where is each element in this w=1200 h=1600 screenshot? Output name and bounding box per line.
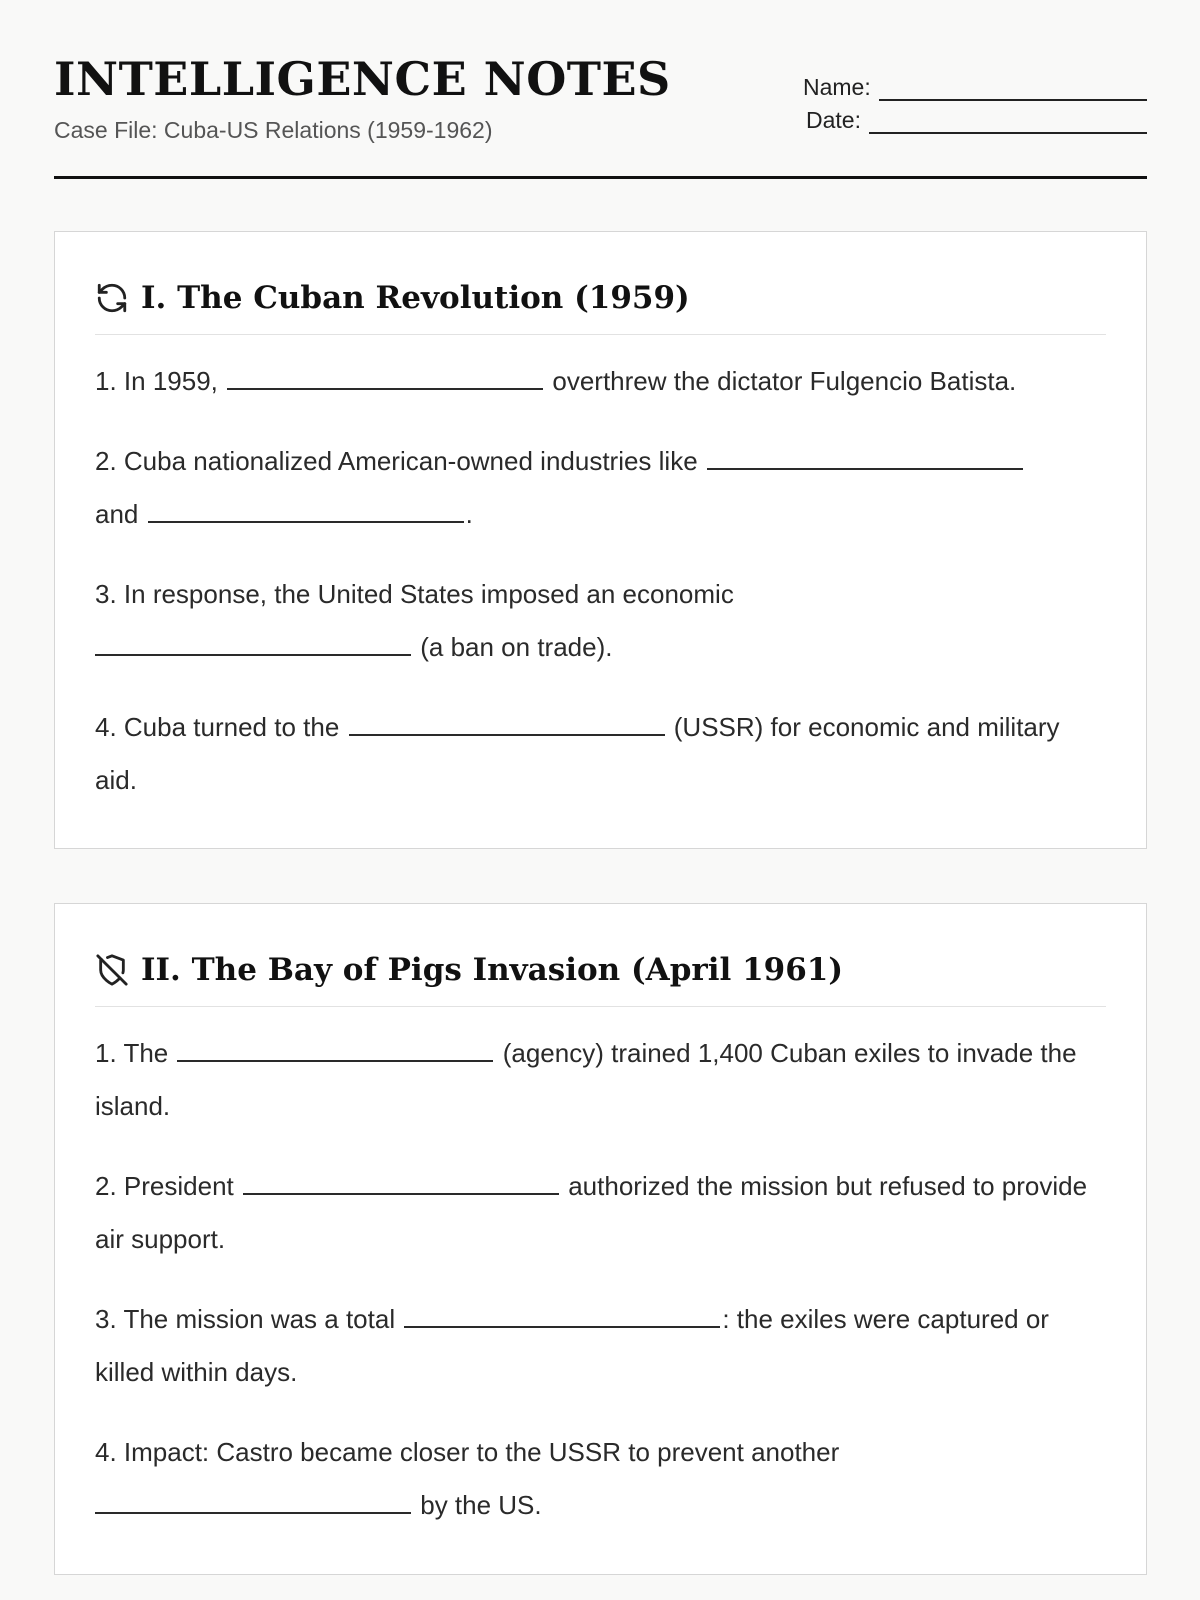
question-text: 3. In response, the United States imposed an economic <box>95 579 734 609</box>
name-label: Name: <box>803 74 871 100</box>
question-item <box>95 1426 1106 1532</box>
question-item <box>95 1027 1106 1133</box>
answer-blank[interactable] <box>227 358 543 390</box>
page-title: INTELLIGENCE NOTES <box>54 52 671 106</box>
question-text: . <box>465 499 473 529</box>
section-title: I. The Cuban Revolution (1959) <box>141 280 690 316</box>
section-title: II. The Bay of Pigs Invasion (April 1961) <box>141 952 844 988</box>
section-cuban-revolution <box>54 231 1147 849</box>
question-text: 2. President <box>95 1171 234 1201</box>
question-text: 3. The mission was a total <box>95 1304 396 1334</box>
answer-blank[interactable] <box>177 1030 493 1062</box>
answer-blank[interactable] <box>243 1163 559 1195</box>
question-item <box>95 435 1106 541</box>
refresh-icon <box>95 281 129 315</box>
question-text: and <box>95 499 139 529</box>
section-header <box>95 272 1106 335</box>
question-text: by the US. <box>420 1490 542 1520</box>
question-item <box>95 355 1106 408</box>
answer-blank[interactable] <box>148 491 464 523</box>
question-text: 1. The <box>95 1038 169 1068</box>
date-blank[interactable] <box>869 108 1147 134</box>
question-list <box>95 1027 1106 1532</box>
shield-off-icon <box>95 953 129 987</box>
worksheet-page <box>54 0 1147 1520</box>
question-text: overthrew the dictator Fulgencio Batista. <box>552 366 1017 396</box>
answer-blank[interactable] <box>95 624 411 656</box>
name-row <box>787 68 1147 101</box>
question-item <box>95 1293 1106 1399</box>
question-item <box>95 568 1106 674</box>
question-item <box>95 1160 1106 1266</box>
section-bay-of-pigs <box>54 903 1147 1575</box>
question-list <box>95 355 1106 807</box>
question-text: authorized the mission but refused to provide air support. <box>95 1171 1088 1254</box>
answer-blank[interactable] <box>404 1296 720 1328</box>
question-text: 1. In 1959, <box>95 366 218 396</box>
question-text: : the exiles were captured or killed within days. <box>95 1304 1049 1387</box>
question-text: 4. Cuba turned to the <box>95 712 340 742</box>
answer-blank[interactable] <box>349 704 665 736</box>
question-text: (agency) trained 1,400 Cuban exiles to invade the island. <box>95 1038 1077 1121</box>
case-file-subtitle: Case File: Cuba-US Relations (1959-1962) <box>54 117 493 143</box>
question-item <box>95 701 1106 807</box>
answer-blank[interactable] <box>707 438 1023 470</box>
page-header <box>54 0 1147 179</box>
question-text: 2. Cuba nationalized American-owned industries like <box>95 446 698 476</box>
date-label: Date: <box>806 107 861 133</box>
student-info <box>787 68 1147 134</box>
answer-blank[interactable] <box>95 1482 411 1514</box>
question-text: (a ban on trade). <box>420 632 613 662</box>
date-row <box>787 101 1147 134</box>
question-text: (USSR) for economic and military aid. <box>95 712 1060 795</box>
question-text: 4. Impact: Castro became closer to the USSR to prevent another <box>95 1437 840 1467</box>
section-header <box>95 944 1106 1007</box>
name-blank[interactable] <box>879 75 1147 101</box>
